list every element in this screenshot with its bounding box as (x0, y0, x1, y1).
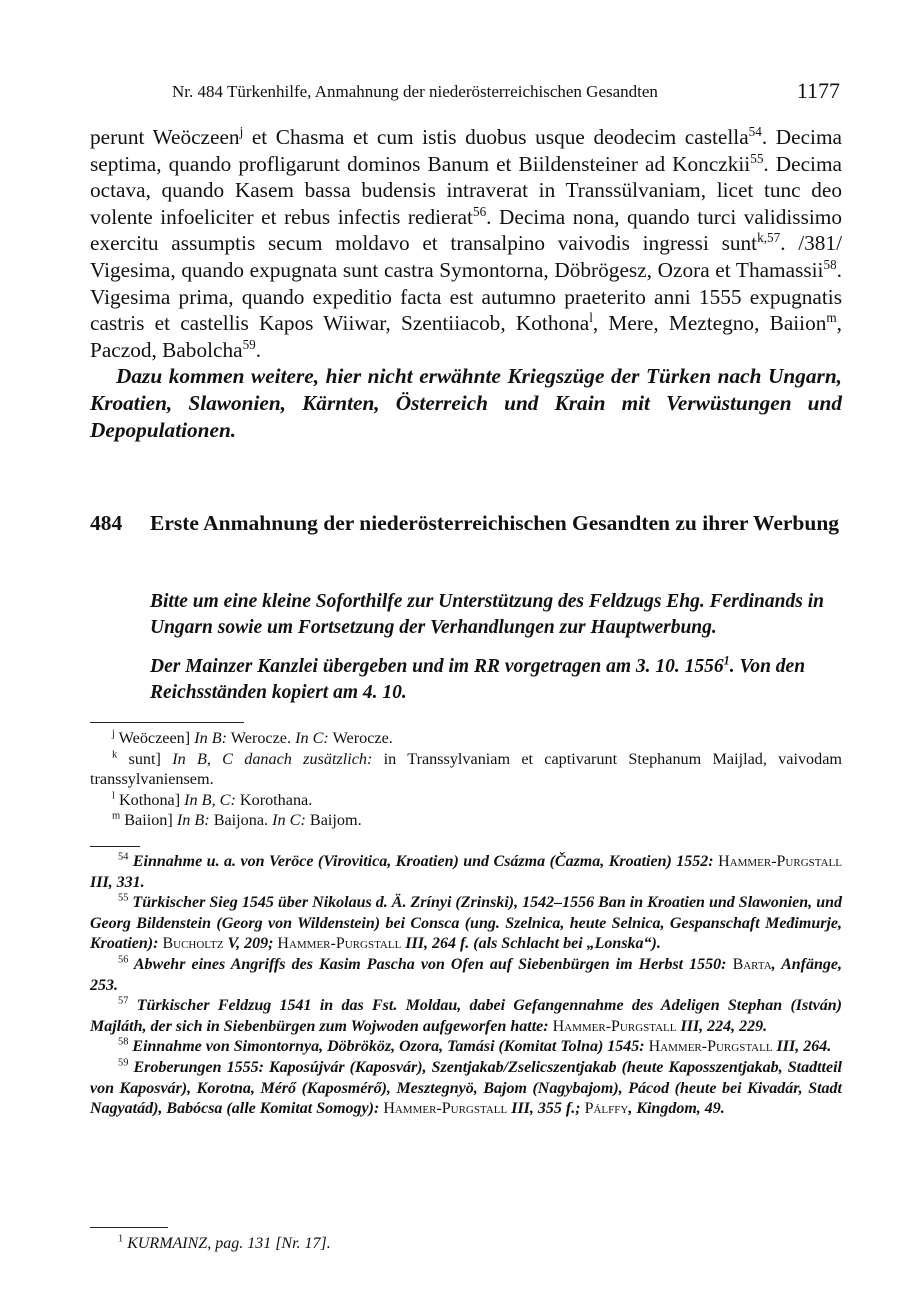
text-note-lemma: Weöczeen] (114, 729, 191, 747)
footnote-number: 58 (118, 1037, 129, 1049)
document-footnote (90, 1234, 842, 1255)
last-note-rule (90, 1227, 168, 1228)
footnote (90, 1058, 842, 1120)
footnote-number: 59 (118, 1057, 129, 1069)
footnote-number: 57 (118, 995, 129, 1007)
note-mark: j (239, 123, 244, 139)
footnote-author: Barta (732, 955, 772, 973)
footnote (90, 852, 842, 893)
footnote-text: Abwehr eines Angriffs des Kasim Pascha von Ofen auf Siebenbürgen im Herbst 1550: (128, 955, 733, 973)
text-run: . Decima octava, quando Kasem bassa budensis intraverat in Transsülvaniam, licet tunc deo volente infoeliciter et rebus infectis redierat (90, 151, 842, 229)
footnote-author: Hammer-Purgstall (383, 1100, 508, 1118)
text-run: , Mere, Meztegno, Baiion (592, 311, 827, 336)
footnote-text: Türkischer Feldzug 1541 in das Fst. Moldau, dabei Gefangennahme des Adeligen Stephan (István) Majláth, der sich in Siebenbürgen zum Wojwoden aufgeworfen hatte: (90, 997, 842, 1035)
footnote-ref: 56 (472, 203, 487, 219)
running-header (90, 78, 842, 104)
text-run: . Decima septima, quando profligarunt dominos Banum et Biildensteiner ad Konczkii (90, 125, 842, 176)
text-note-run: In C: (295, 729, 329, 747)
footnote-text: III, 355 f.; (507, 1100, 585, 1118)
text-note-run: In B: (190, 729, 228, 747)
document-regest: Bitte um eine kleine Soforthilfe zur Unterstützung des Feldzugs Ehg. Ferdinands in Ungarn sowie um Fortsetzung der Verhandlungen zur Hauptwerbung. (150, 591, 824, 638)
text-run: et Chasma et cum istis duobus usque deodecim castella (243, 125, 749, 149)
note-mark: l (589, 310, 593, 326)
note-mark: m (826, 310, 837, 326)
body-paragraph-latin (90, 124, 842, 363)
text-note (90, 790, 842, 811)
text-note-mark: m (112, 810, 121, 822)
footnote-ref: 1 (723, 653, 730, 668)
text-run: . Decima nona, quando turci validissimo exercitu assumptis secum moldavo et transalpino vaivodis ingressi sunt (90, 204, 842, 256)
footnote-author: Hammer-Purgstall (718, 853, 842, 870)
text-note-run: In C: (272, 811, 306, 829)
footnote-text: III, 224, 229. (676, 1017, 768, 1035)
footnote (90, 955, 842, 996)
footnote-text: Türkischer Sieg 1545 über Nikolaus d. Ä. Zrínyi (Zrinski), 1542–1556 Ban in Kroatien und Slawonien, und Georg Bildenstein (Georg von Wildenstein) bei Consca (ung. Szelnica, heute Selnica, Gespanschaft Međimurje, Kroatien): (90, 894, 842, 953)
text-note-mark: k (112, 749, 118, 761)
text-note-lemma: sunt] (117, 749, 161, 768)
text-note (90, 810, 842, 831)
document-tradition (150, 654, 842, 705)
text-run: . Vigesima prima, quando expeditio facta est autumno praeterito anni 1555 expugnatis castris et castellis Kapos Wiiwar, Szentiiacob, Kothona (90, 257, 842, 336)
footnote-number: 56 (118, 954, 129, 966)
footnote-text: Einnahme von Simontornya, Döbrököz, Ozora, Tamási (Komitat Tolna) 1545: (128, 1038, 649, 1056)
footnote-text: , Kingdom, 49. (628, 1100, 725, 1118)
text-note-run: Baijom. (305, 811, 362, 829)
footnote (90, 893, 842, 955)
footnote-number: 54 (118, 851, 129, 863)
text-note-lemma: Kothona] (114, 790, 181, 809)
text-note-mark: j (112, 728, 115, 740)
footnote-ref: 55 (750, 150, 764, 166)
text-note (90, 728, 842, 749)
text-notes-rule (90, 722, 244, 723)
text-note-run: Korothana. (235, 790, 313, 809)
footnote-text: , Anfänge, 253. (90, 955, 842, 994)
text-note-lemma: Baiion] (120, 811, 173, 829)
text-note (90, 749, 842, 790)
footnote-text: III, 331. (90, 873, 145, 891)
footnote-number: 1 (118, 1233, 124, 1245)
footnote-author: Pálffy (584, 1100, 629, 1118)
footnote-author: Hammer-Purgstall (552, 1017, 677, 1035)
footnote-author: Bucholtz (162, 935, 224, 953)
body-paragraph-summary: Dazu kommen weitere, hier nicht erwähnte Kriegszüge der Türken nach Ungarn, Kroatien, Slawonien, Kärnten, Österreich und Krain mit Verwüstungen und Depopulationen. (90, 364, 842, 442)
text-run: . /381/ Vigesima, quando expugnata sunt castra Symontorna, Döbrögesz, Ozora et Thamassii (90, 231, 842, 282)
footnotes-rule (90, 846, 140, 847)
document-number: 484 (90, 511, 123, 535)
text-note-run: In B: (172, 811, 210, 829)
text-note-run: Werocze. (328, 729, 393, 747)
text-critical-notes (90, 728, 842, 831)
footnote-text: V, 209; (223, 935, 278, 953)
page (90, 0, 842, 1300)
page-number: 1177 (796, 78, 840, 103)
text-note-run: Baijona. (209, 811, 273, 829)
text-note-run: Werocze. (227, 729, 296, 747)
text-note-run: In B, C danach zusätzlich: (160, 749, 373, 768)
text-run: perunt Weöczeen (90, 125, 240, 149)
footnote-ref: 59 (242, 336, 256, 352)
footnote-text: III, 264 f. (als Schlacht bei „Lonska“). (401, 935, 661, 953)
footnote-ref: 58 (823, 256, 837, 272)
footnote (90, 996, 842, 1037)
footnote-ref: k,57 (757, 230, 781, 246)
footnote-author: Hammer-Purgstall (277, 935, 402, 953)
footnote-text: KURMAINZ, pag. 131 [Nr. 17]. (123, 1235, 331, 1252)
text-note-run: In B, C: (180, 790, 236, 809)
footnote-author: Hammer-Purgstall (648, 1038, 773, 1056)
body-text (90, 124, 842, 443)
text-note-run: in Transsylvaniam et captivarunt Stephanum Maijlad, vaivodam transsylvaniensem. (90, 749, 842, 788)
footnote-text: Einnahme u. a. von Veröce (Virovitica, Kroatien) und Csázma (Čazma, Kroatien) 1552: (128, 853, 719, 870)
document-title: Erste Anmahnung der niederösterreichischen Gesandten zu ihrer Werbung (150, 511, 840, 535)
footnote-text: Eroberungen 1555: Kaposújvár (Kaposvár), Szentjakab/Zselicszentjakab (heute Kaposszentjakab, Stadtteil von Kaposvár), Korotna, Mérő (Kaposmérő), Mesztegnyö, Bajom (Nagybajom), Pácod (heute bei Kivadár, Stadt Nagyatád), Babócsa (alle Komitat Somogy): (90, 1058, 842, 1118)
text-run: , Paczod, Babolcha (90, 311, 842, 362)
footnote (90, 1037, 842, 1058)
running-title: Nr. 484 Türkenhilfe, Anmahnung der niederösterreichischen Gesandten (172, 82, 658, 101)
footnote-number: 55 (118, 892, 129, 904)
footnote-text: III, 264. (772, 1038, 832, 1056)
footnote-ref: 54 (748, 123, 762, 139)
text-run: . (255, 337, 262, 362)
footnotes (90, 852, 842, 1120)
tradition-text: Der Mainzer Kanzlei übergeben und im RR vorgetragen am 3. 10. 1556 (150, 656, 724, 677)
text-note-mark: l (112, 790, 115, 802)
tradition-text: . Von den Reichsständen kopiert am 4. 10. (150, 656, 806, 703)
